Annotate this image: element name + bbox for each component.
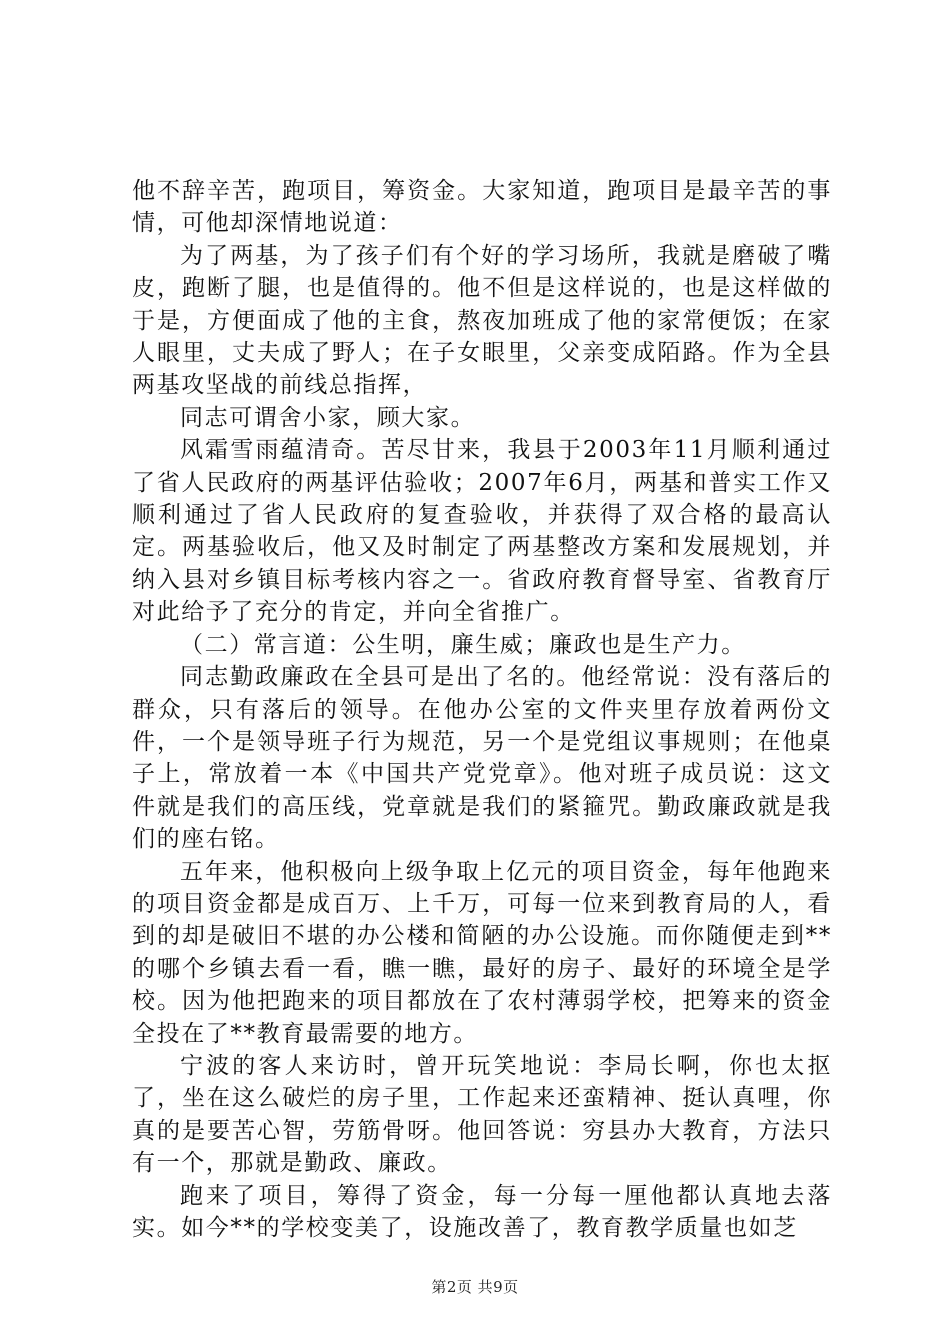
section-heading-2: （二）常言道：公生明，廉生威；廉政也是生产力。 <box>180 631 746 658</box>
paragraph-1: 他不辞辛苦，跑项目，筹资金。大家知道，跑项目是最辛苦的事情，可他却深情地说道： <box>132 178 832 237</box>
page-footer: 第2页 共9页 <box>431 1278 519 1296</box>
paragraph-6: 五年来，他积极向上级争取上亿元的项目资金，每年他跑来的项目资金都是成百万、上千万，可每一位来到教育局的人，看到的却是破旧不堪的办公楼和简陋的办公设施。而你随便走到**的哪个乡镇去看一看，瞧一瞧，最好的房子、最好的环境全是学校。因为他把跑来的项目都放在了农村薄弱学校，把筹来的资金全投在了**教育最需要的地方。 <box>132 858 832 1047</box>
paragraph-4: 风霜雪雨蕴清奇。苦尽甘来，我县于2003年11月顺利通过了省人民政府的两基评估验收；2007年6月，两基和普实工作又顺利通过了省人民政府的复查验收，并获得了双合格的最高认定。两基验收后，他又及时制定了两基整改方案和发展规划，并纳入县对乡镇目标考核内容之一。省政府教育督导室、省教育厅对此给予了充分的肯定，并向全省推广。 <box>132 437 832 626</box>
paragraph-5: 同志勤政廉政在全县可是出了名的。他经常说：没有落后的群众，只有落后的领导。在他办公室的文件夹里存放着两份文件，一个是领导班子行为规范，另一个是党组议事规则；在他桌子上，常放着一本《中国共产党党章》。他对班子成员说：这文件就是我们的高压线，党章就是我们的紧箍咒。勤政廉政就是我们的座右铭。 <box>132 664 832 853</box>
paragraph-8: 跑来了项目，筹得了资金，每一分每一厘他都认真地去落实。如今**的学校变美了，设施改善了，教育教学质量也如芝 <box>132 1182 832 1241</box>
paragraph-7: 宁波的客人来访时，曾开玩笑地说：李局长啊，你也太抠了，坐在这么破烂的房子里，工作起来还蛮精神、挺认真哩，你真的是要苦心智，劳筋骨呀。他回答说：穷县办大教育，方法只有一个，那就是勤政、廉政。 <box>132 1052 832 1177</box>
document-body <box>132 175 832 1244</box>
paragraph-3: 同志可谓舍小家，顾大家。 <box>180 404 476 431</box>
paragraph-2: 为了两基，为了孩子们有个好的学习场所，我就是磨破了嘴皮，跑断了腿，也是值得的。他不但是这样说的，也是这样做的于是，方便面成了他的主食，熬夜加班成了他的家常便饭；在家人眼里，丈夫成了野人；在子女眼里，父亲变成陌路。作为全县两基攻坚战的前线总指挥， <box>132 242 832 399</box>
